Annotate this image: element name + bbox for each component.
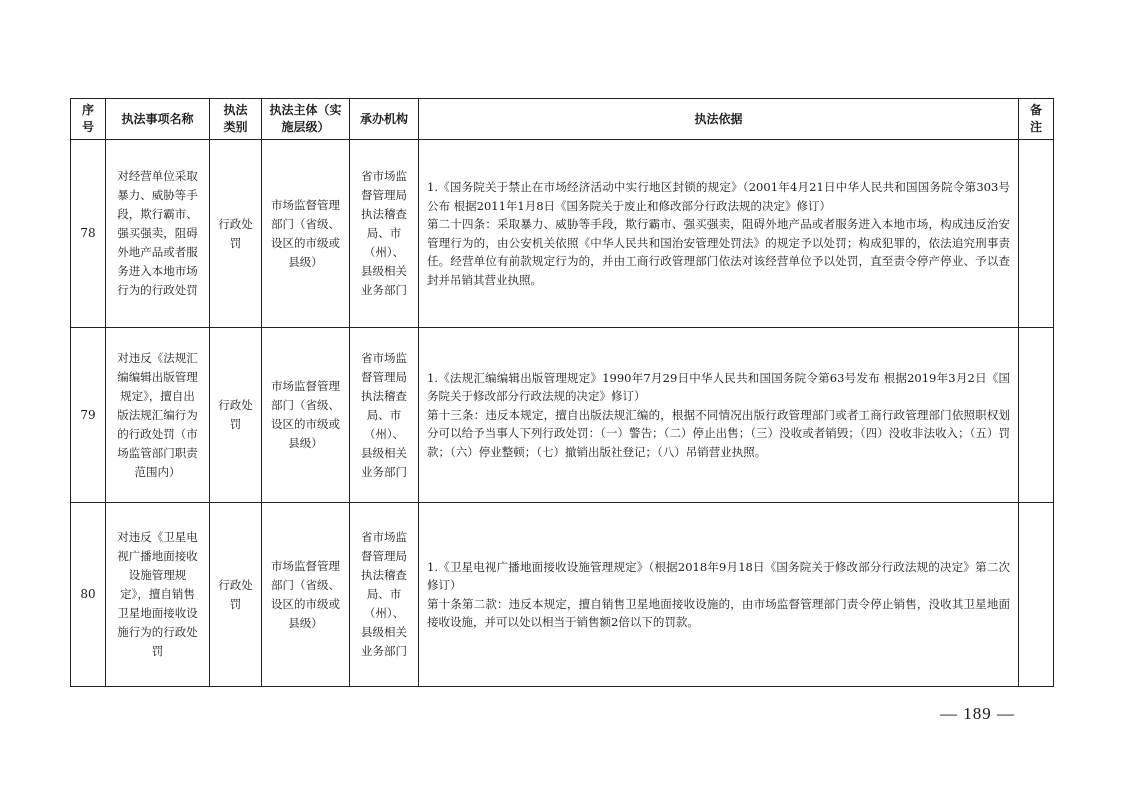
header-seq: 序号 [71, 99, 106, 140]
header-type: 执法类别 [210, 99, 262, 140]
header-remarks: 备注 [1019, 99, 1054, 140]
row-item-name: 对经营单位采取暴力、威胁等手段，欺行霸市、强买强卖，阻碍外地产品或者服务进入本地市场行为的行政处罚 [106, 140, 210, 328]
row-enforcement-type: 行政处罚 [210, 328, 262, 503]
row-handling-agency: 省市场监督管理局执法稽查局、市（州）、县级相关业务部门 [350, 328, 419, 503]
row-seq: 79 [71, 328, 106, 503]
header-name: 执法事项名称 [106, 99, 210, 140]
enforcement-items-table-container [70, 98, 1053, 687]
legal-basis-article: 第二十四条：采取暴力、威胁等手段，欺行霸市、强买强卖，阻碍外地产品或者服务进入本地市场，构成违反治安管理行为的，由公安机关依照《中华人民共和国治安管理处罚法》的规定予以处罚；构成犯罪的，依法追究刑事责任。经营单位有前款规定行为的，并由工商行政管理部门依法对该经营单位予以处罚，直至责令停产停业、予以查封并吊销其营业执照。 [427, 217, 1010, 287]
row-seq: 80 [71, 503, 106, 687]
row-enforcement-subject: 市场监督管理部门（省级、设区的市级或县级） [262, 328, 350, 503]
row-remarks [1019, 503, 1054, 687]
row-remarks [1019, 140, 1054, 328]
row-handling-agency: 省市场监督管理局执法稽查局、市（州）、县级相关业务部门 [350, 140, 419, 328]
row-remarks [1019, 328, 1054, 503]
row-legal-basis [419, 328, 1019, 503]
enforcement-items-table [70, 98, 1054, 687]
row-enforcement-type: 行政处罚 [210, 503, 262, 687]
row-item-name: 对违反《法规汇编编辑出版管理规定》，擅自出版法规汇编行为的行政处罚（市场监管部门职责范围内） [106, 328, 210, 503]
legal-basis-citation: 1.《国务院关于禁止在市场经济活动中实行地区封锁的规定》（2001年4月21日中华人民共和国国务院令第303号公布 根据2011年1月8日《国务院关于废止和修改部分行政法规的决定》修订） [427, 180, 1010, 213]
legal-basis-citation: 1.《法规汇编编辑出版管理规定》1990年7月29日中华人民共和国国务院令第63号发布 根据2019年3月2日《国务院关于修改部分行政法规的决定》修订） [427, 370, 1010, 404]
table-row [71, 328, 1054, 503]
header-agency: 承办机构 [350, 99, 419, 140]
legal-basis-article: 第十三条：违反本规定，擅自出版法规汇编的，根据不同情况出版行政管理部门或者工商行政管理部门依照职权划分可以给予当事人下列行政处罚：（一）警告；（二）停止出售；（三）没收或者销毁；（四）没收非法收入；（五）罚款；（六）停业整顿；（七）撤销出版社登记；（八）吊销营业执照。 [427, 407, 1010, 459]
row-legal-basis [419, 140, 1019, 328]
table-header-row [71, 99, 1054, 140]
legal-basis-article: 第十条第二款：违反本规定，擅自销售卫星地面接收设施的，由市场监督管理部门责令停止销售，没收其卫星地面接收设施，并可以处以相当于销售额2倍以下的罚款。 [427, 596, 1010, 629]
row-enforcement-type: 行政处罚 [210, 140, 262, 328]
row-legal-basis [419, 503, 1019, 687]
legal-basis-citation: 1.《卫星电视广播地面接收设施管理规定》（根据2018年9月18日《国务院关于修改部分行政法规的决定》第二次修订） [427, 559, 1010, 592]
header-subject: 执法主体（实施层级） [262, 99, 350, 140]
row-item-name: 对违反《卫星电视广播地面接收设施管理规定》，擅自销售卫星地面接收设施行为的行政处罚 [106, 503, 210, 687]
table-row [71, 503, 1054, 687]
table-row [71, 140, 1054, 328]
header-basis: 执法依据 [419, 99, 1019, 140]
row-seq: 78 [71, 140, 106, 328]
row-enforcement-subject: 市场监督管理部门（省级、设区的市级或县级） [262, 140, 350, 328]
row-handling-agency: 省市场监督管理局执法稽查局、市（州）、县级相关业务部门 [350, 503, 419, 687]
row-enforcement-subject: 市场监督管理部门（省级、设区的市级或县级） [262, 503, 350, 687]
page-number: — 189 — [940, 704, 1015, 723]
